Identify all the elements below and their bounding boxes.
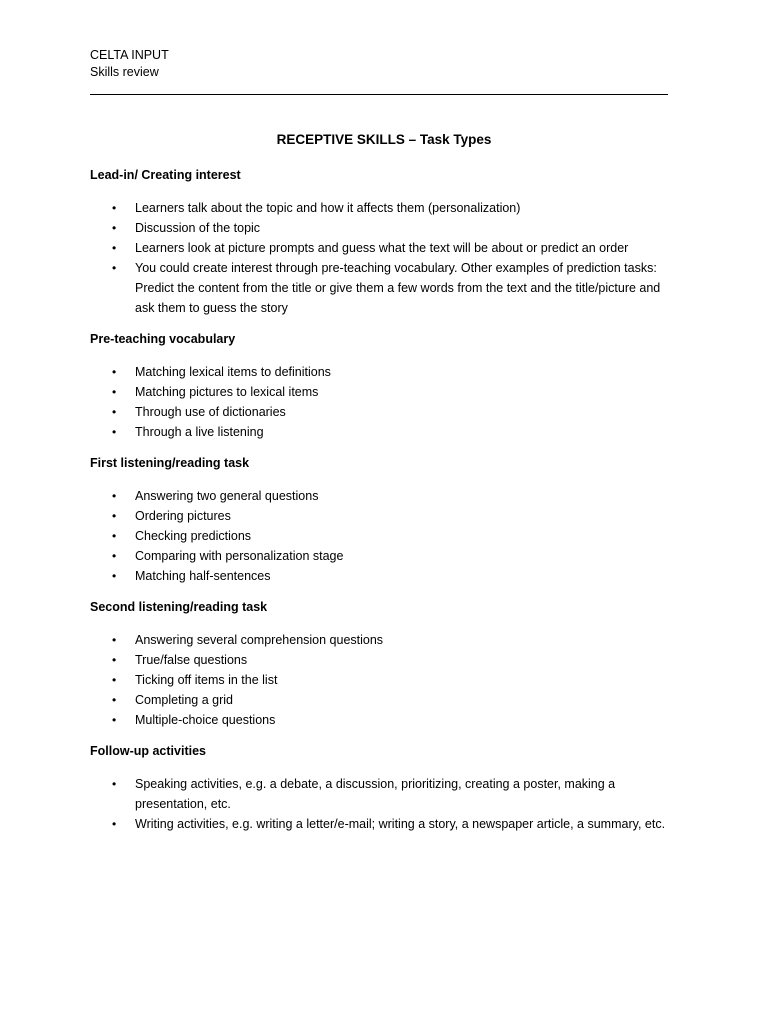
bullet-icon: •: [112, 221, 117, 235]
list-item: [90, 630, 680, 650]
bullet-icon: •: [112, 693, 117, 707]
bullet-list: [90, 486, 680, 586]
bullet-icon: •: [112, 201, 117, 215]
list-item: [90, 198, 680, 218]
list-item-text: Comparing with personalization stage: [135, 549, 344, 563]
page-title: RECEPTIVE SKILLS – Task Types: [276, 132, 492, 147]
bullet-icon: •: [112, 489, 117, 503]
list-item-text: You could create interest through pre-teaching vocabulary. Other examples of prediction tasks: Predict the content from the title or give them a few words from the text and the title/picture and ask them to guess the story: [135, 261, 661, 315]
bullet-icon: •: [112, 241, 117, 255]
bullet-list: [90, 774, 680, 834]
section: [90, 330, 680, 442]
list-item-text: Matching half-sentences: [135, 569, 271, 583]
list-item: [90, 546, 680, 566]
bullet-icon: •: [112, 385, 117, 399]
header-course-label: CELTA INPUT: [90, 48, 169, 62]
list-item-text: Ticking off items in the list: [135, 673, 278, 687]
bullet-icon: •: [112, 509, 117, 523]
list-item-text: Matching pictures to lexical items: [135, 385, 319, 399]
bullet-icon: •: [112, 405, 117, 419]
list-item: [90, 566, 680, 586]
list-item: [90, 690, 680, 710]
list-item-text: Completing a grid: [135, 693, 233, 707]
bullet-icon: •: [112, 365, 117, 379]
bullet-icon: •: [112, 777, 117, 791]
bullet-icon: •: [112, 529, 117, 543]
list-item: [90, 506, 680, 526]
section-heading: Second listening/reading task: [90, 600, 268, 614]
bullet-icon: •: [112, 425, 117, 439]
section: [90, 598, 680, 730]
list-item-text: Ordering pictures: [135, 509, 231, 523]
list-item: [90, 382, 680, 402]
bullet-list: [90, 362, 680, 442]
list-item-text: Through a live listening: [135, 425, 264, 439]
list-item: [90, 486, 680, 506]
list-item-text: Writing activities, e.g. writing a letter/e-mail; writing a story, a newspaper article, a summary, etc.: [135, 817, 666, 831]
list-item: [90, 526, 680, 546]
header-divider: [90, 94, 668, 95]
list-item-text: Learners talk about the topic and how it affects them (personalization): [135, 201, 521, 215]
bullet-icon: •: [112, 569, 117, 583]
list-item: [90, 258, 680, 318]
document-header: [90, 47, 169, 81]
list-item: [90, 814, 680, 834]
list-item: [90, 774, 680, 814]
list-item: [90, 362, 680, 382]
list-item-text: Matching lexical items to definitions: [135, 365, 331, 379]
list-item-text: True/false questions: [135, 653, 248, 667]
section-heading: Lead-in/ Creating interest: [90, 168, 241, 182]
section-heading: Follow-up activities: [90, 744, 206, 758]
bullet-icon: •: [112, 673, 117, 687]
bullet-icon: •: [112, 713, 117, 727]
section: [90, 742, 680, 834]
section-heading: First listening/reading task: [90, 456, 250, 470]
list-item: [90, 402, 680, 422]
list-item: [90, 650, 680, 670]
list-item-text: Multiple-choice questions: [135, 713, 276, 727]
list-item-text: Speaking activities, e.g. a debate, a discussion, prioritizing, creating a poster, making a presentation, etc.: [135, 777, 616, 811]
list-item: [90, 218, 680, 238]
list-item-text: Discussion of the topic: [135, 221, 261, 235]
bullet-icon: •: [112, 549, 117, 563]
bullet-icon: •: [112, 817, 117, 831]
list-item: [90, 238, 680, 258]
list-item-text: Checking predictions: [135, 529, 252, 543]
list-item: [90, 422, 680, 442]
bullet-icon: •: [112, 261, 117, 275]
bullet-icon: •: [112, 653, 117, 667]
list-item-text: Answering several comprehension questions: [135, 633, 384, 647]
bullet-icon: •: [112, 633, 117, 647]
list-item-text: Learners look at picture prompts and guess what the text will be about or predict an order: [135, 241, 629, 255]
bullet-list: [90, 198, 680, 318]
section-heading: Pre-teaching vocabulary: [90, 332, 236, 346]
section: [90, 454, 680, 586]
document-body: [90, 166, 680, 846]
list-item-text: Answering two general questions: [135, 489, 319, 503]
bullet-list: [90, 630, 680, 730]
list-item-text: Through use of dictionaries: [135, 405, 286, 419]
list-item: [90, 710, 680, 730]
list-item: [90, 670, 680, 690]
header-subtitle: Skills review: [90, 65, 159, 79]
section: [90, 166, 680, 318]
